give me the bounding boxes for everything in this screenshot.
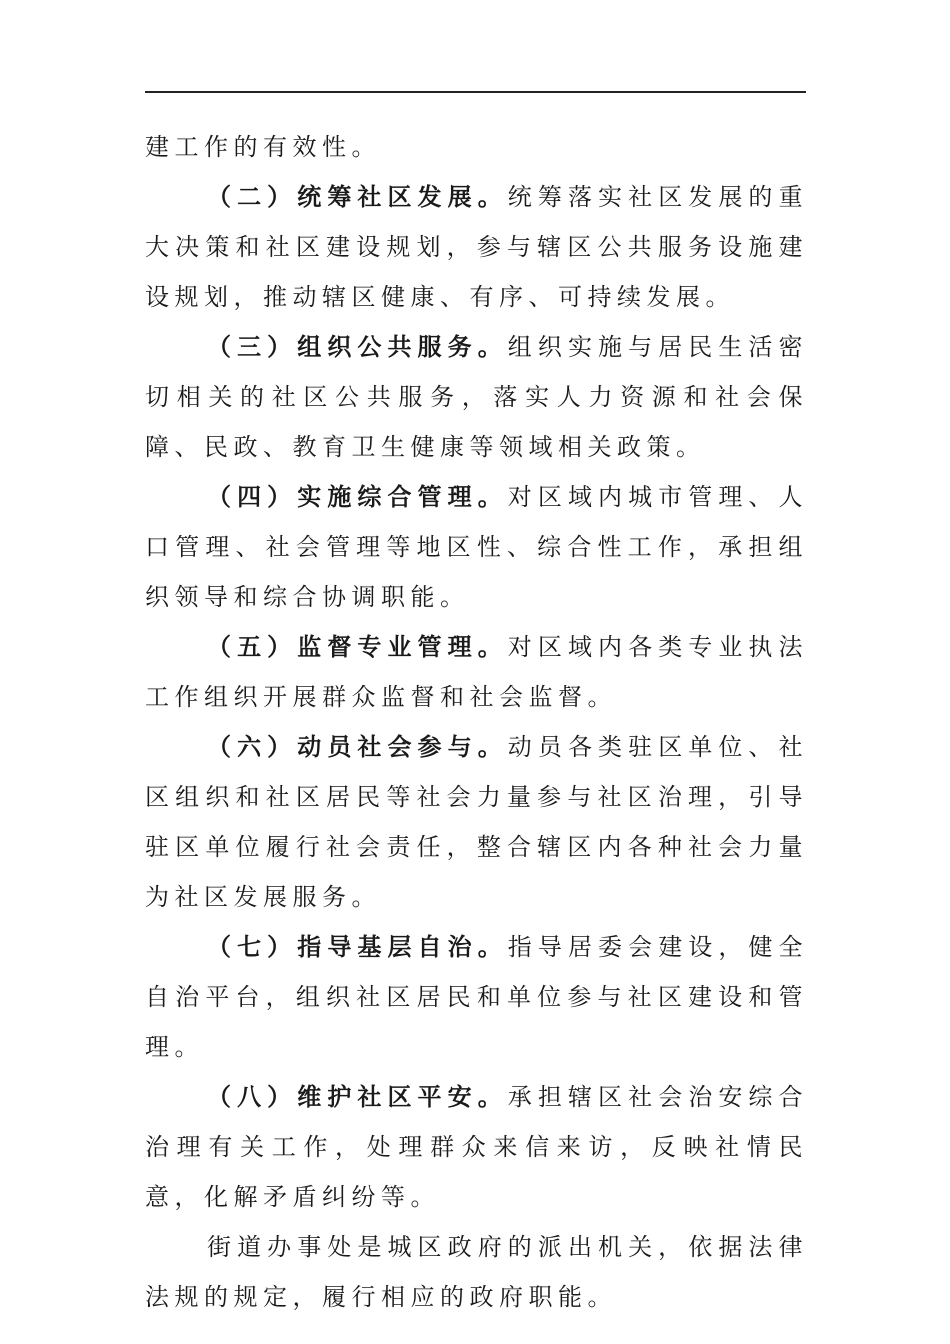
paragraph-heading: （四）实施综合管理。 bbox=[207, 482, 508, 511]
paragraph-text: 建工作的有效性。 bbox=[145, 133, 381, 161]
paragraph-heading: （六）动员社会参与。 bbox=[207, 732, 508, 761]
paragraph-item-7 bbox=[145, 922, 808, 1072]
paragraph-text: 统筹落实社区发展的重大决策和社区建设规划，参与辖区公共服务设施建设规划，推动辖区健康、有序、可持续发展。 bbox=[145, 183, 809, 311]
header-rule bbox=[145, 91, 806, 93]
paragraph-continuation bbox=[145, 122, 808, 172]
paragraph-item-3 bbox=[145, 322, 808, 472]
paragraph-heading: （八）维护社区平安。 bbox=[207, 1082, 508, 1111]
paragraph-item-8 bbox=[145, 1072, 808, 1222]
paragraph-heading: （七）指导基层自治。 bbox=[207, 932, 508, 961]
document-body bbox=[145, 122, 808, 1322]
paragraph-heading: （五）监督专业管理。 bbox=[207, 632, 508, 661]
paragraph-closing bbox=[145, 1222, 808, 1322]
paragraph-item-6 bbox=[145, 722, 808, 922]
paragraph-item-2 bbox=[145, 172, 808, 322]
paragraph-text: 街道办事处是城区政府的派出机关，依据法律法规的规定，履行相应的政府职能。 bbox=[145, 1233, 808, 1311]
paragraph-text: 组织实施与居民生活密切相关的社区公共服务，落实人力资源和社会保障、民政、教育卫生健康等领域相关政策。 bbox=[145, 333, 809, 461]
paragraph-text: 动员各类驻区单位、社区组织和社区居民等社会力量参与社区治理，引导驻区单位履行社会责任，整合辖区内各种社会力量为社区发展服务。 bbox=[145, 733, 809, 911]
paragraph-text: 承担辖区社会治安综合治理有关工作，处理群众来信来访，反映社情民意，化解矛盾纠纷等。 bbox=[145, 1083, 809, 1211]
paragraph-text: 对区域内城市管理、人口管理、社会管理等地区性、综合性工作，承担组织领导和综合协调职能。 bbox=[145, 483, 809, 611]
paragraph-item-4 bbox=[145, 472, 808, 622]
paragraph-heading: （三）组织公共服务。 bbox=[207, 332, 508, 361]
paragraph-item-5 bbox=[145, 622, 808, 722]
paragraph-heading: （二）统筹社区发展。 bbox=[207, 182, 508, 211]
paragraph-text: 指导居委会建设，健全自治平台，组织社区居民和单位参与社区建设和管理。 bbox=[145, 933, 809, 1061]
paragraph-text: 对区域内各类专业执法工作组织开展群众监督和社会监督。 bbox=[145, 633, 809, 711]
